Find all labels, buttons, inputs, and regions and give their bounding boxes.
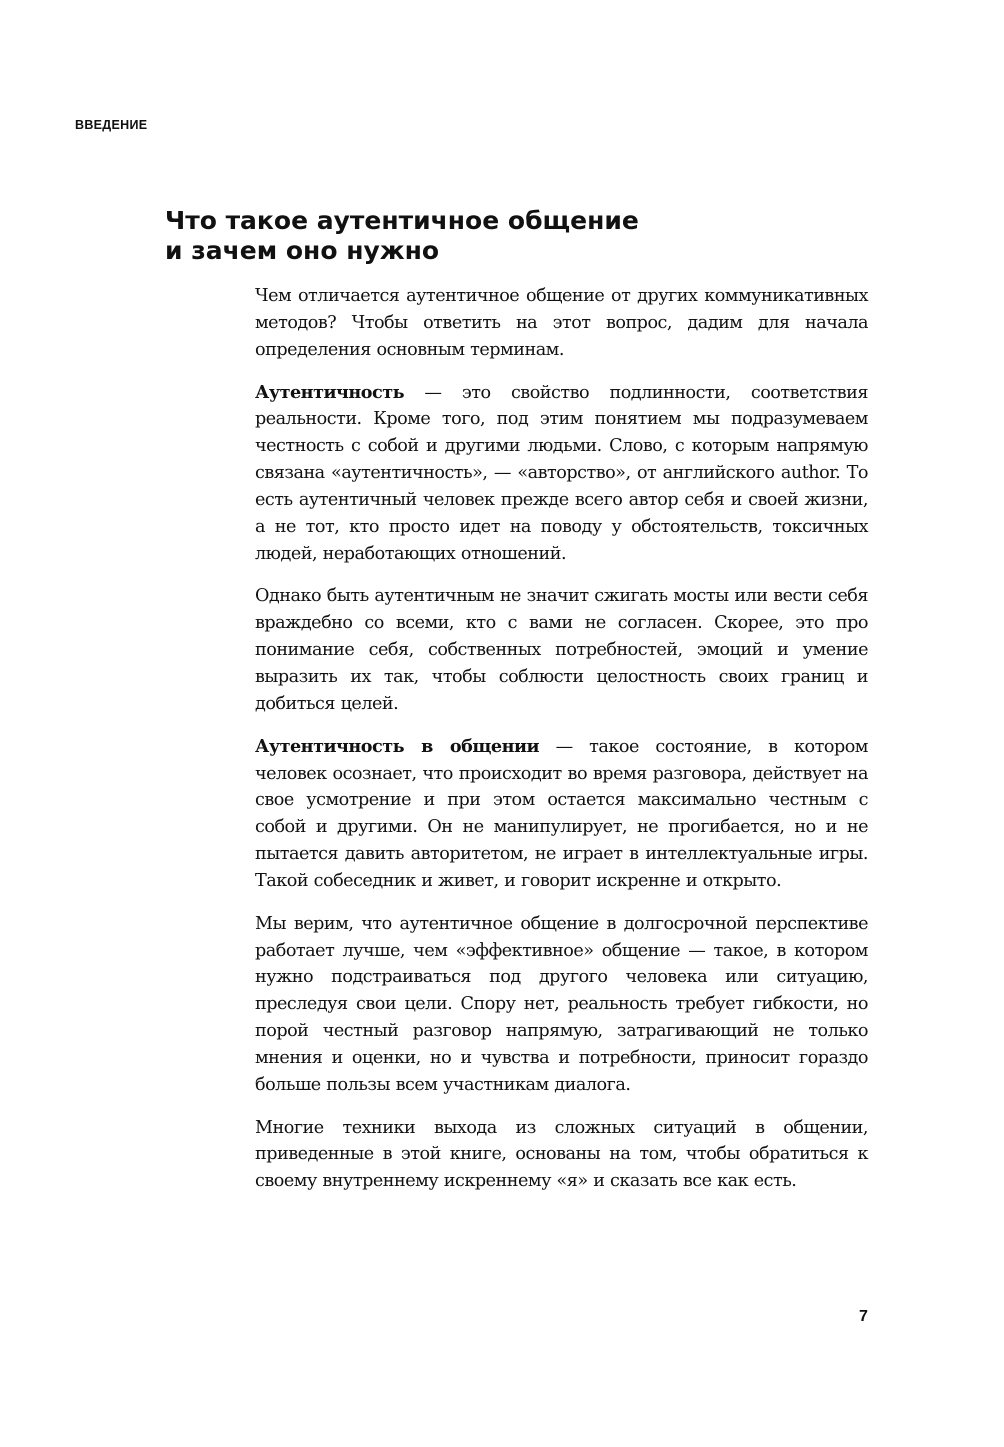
page-title-line-2: и зачем оно нужно: [165, 236, 440, 265]
paragraph-text: — это свойство подлинности, соответствия реальности. Кроме того, под этим понятием мы подразумеваем честность с собой и другими людьми. Слово, с которым напрямую связана «аутентичность», — «авторство», от английского author. То есть аутентичный человек прежде всего автор себя и своей жизни, а не тот, кто просто идет на поводу у обстоятельств, токсичных людей, неработающих отношений.: [255, 382, 868, 564]
page-number: 7: [859, 1308, 868, 1325]
paragraph-intro: Чем отличается аутентичное общение от других коммуникативных методов? Чтобы ответить на этот вопрос, дадим для начала определения основным терминам.: [255, 286, 868, 360]
running-header: ВВЕДЕНИЕ: [75, 118, 148, 132]
page-title: [165, 206, 885, 266]
paragraph-text: — такое состояние, в котором человек осознает, что происходит во время разговора, действует на свое усмотрение и при этом остается максимально честным с собой и другими. Он не манипулирует, не прогибается, но и не пытается давить авторитетом, не играет в интеллектуальные игры. Такой собеседник и живет, и говорит искренне и открыто.: [255, 736, 868, 891]
page-title-line-1: Что такое аутентичное общение: [165, 206, 639, 235]
paragraph-authenticity-definition: [255, 380, 868, 568]
paragraph-techniques: Многие техники выхода из сложных ситуаций в общении, приведенные в этой книге, основаны на том, чтобы обратиться к своему внутреннему искреннему «я» и сказать все как есть.: [255, 1117, 868, 1192]
paragraph-belief: Мы верим, что аутентичное общение в долгосрочной перспективе работает лучше, чем «эффективное» общение — такое, в котором нужно подстраиваться под другого человека или ситуацию, преследуя свои цели. Спору нет, реальность требует гибкости, но порой честный разговор напрямую, затрагивающий не только мнения и оценки, но и чувства и потребности, приносит гораздо больше пользы всем участникам диалога.: [255, 913, 868, 1095]
body-text: [255, 283, 868, 1211]
term-authenticity-in-communication: Аутентичность в общении: [255, 735, 540, 757]
term-authenticity: Аутентичность: [255, 381, 405, 403]
paragraph-communication-definition: [255, 734, 868, 895]
paragraph-clarification: Однако быть аутентичным не значит сжигать мосты или вести себя враждебно со всеми, кто с вами не согласен. Скорее, это про понимание себя, собственных потребностей, эмоций и умение выразить их так, чтобы соблюсти целостность своих границ и добиться целей.: [255, 586, 868, 714]
